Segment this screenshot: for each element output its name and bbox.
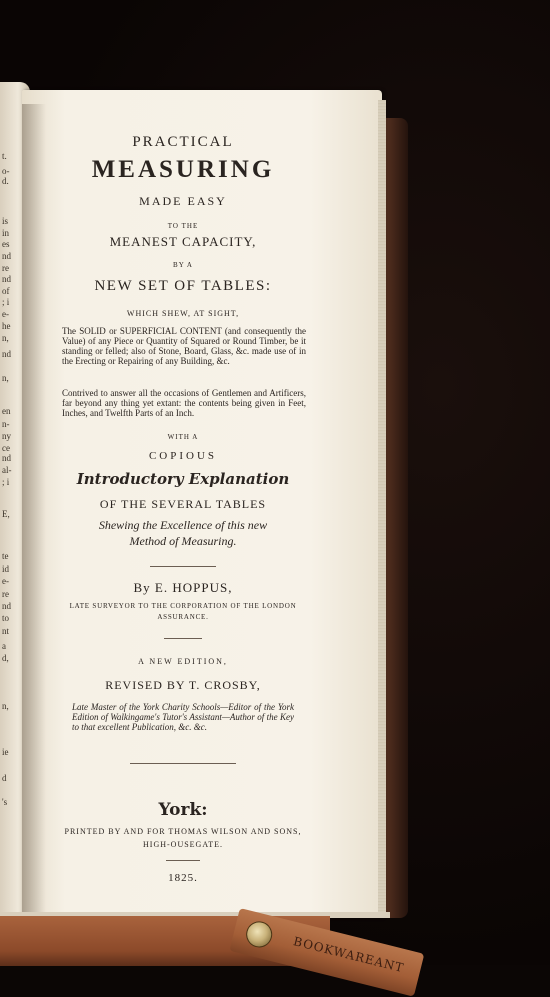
facing-page-fragment: re xyxy=(2,589,9,599)
divider-rule-2 xyxy=(164,638,202,639)
title-line-new-set: NEW SET OF TABLES: xyxy=(94,278,272,294)
facing-page-fragment: id xyxy=(2,564,10,574)
facing-page-fragment: nd xyxy=(2,601,11,611)
title-line-copious: COPIOUS xyxy=(148,450,218,462)
divider-rule-4 xyxy=(166,860,200,861)
facing-page-fragment: ; i xyxy=(2,477,10,487)
facing-page-fragment: d. xyxy=(2,176,9,186)
facing-page-fragment: nd xyxy=(2,274,11,284)
reviser-description: Late Master of the York Charity Schools—Editor of the York Edition of Walkingame's Tutor's Assistant—Author of the Key to that excellent Publication, &c. &c. xyxy=(72,702,294,732)
title-line-to-the: TO THE xyxy=(167,222,199,230)
facing-page-fragment: ce xyxy=(2,443,10,453)
divider-rule-3 xyxy=(130,763,236,764)
title-line-which-shew: WHICH SHEW, AT SIGHT, xyxy=(126,309,240,318)
facing-page-fragment: of xyxy=(2,286,10,296)
facing-page-fragment: e- xyxy=(2,576,9,586)
author-description: LATE SURVEYOR TO THE CORPORATION OF THE LONDON ASSURANCE. xyxy=(69,602,297,621)
facing-page-fragment: ny xyxy=(2,431,11,441)
page-edges xyxy=(378,100,386,915)
facing-page-fragment: nt xyxy=(2,626,10,636)
facing-page-fragment: d xyxy=(2,773,7,783)
facing-page-fragment: d, xyxy=(2,653,9,663)
facing-page-fragment: ie xyxy=(2,747,9,757)
title-line-introductory: Introductory Explanation xyxy=(76,470,290,488)
facing-page-fragment: to xyxy=(2,613,10,623)
facing-page-fragment: a xyxy=(2,641,6,651)
facing-page-fragment: 's xyxy=(2,797,8,807)
facing-page-fragment: nd xyxy=(2,251,11,261)
facing-page-fragment: nd xyxy=(2,349,11,359)
facing-page-fragment: n- xyxy=(2,419,10,429)
bookmark-text: BOOKWAREANT xyxy=(291,934,406,976)
facing-page-fragment: re xyxy=(2,263,9,273)
facing-page-fragment: e- xyxy=(2,309,9,319)
facing-page-fragment: n, xyxy=(2,373,9,383)
title-line-measuring: MEASURING xyxy=(91,156,275,183)
gutter-shadow xyxy=(22,104,46,916)
facing-page-fragment: nd xyxy=(2,453,11,463)
facing-page-fragment: o- xyxy=(2,166,10,176)
title-line-meanest: MEANEST CAPACITY, xyxy=(109,234,257,249)
title-line-made-easy: MADE EASY xyxy=(139,194,227,208)
description-paragraph-2: Contrived to answer all the occasions of Gentlemen and Artificers, far beyond any thing yet extant: the contents being given in Feet, Inches, and Twelfth Parts of an Inch. xyxy=(62,388,306,418)
edition-line: A NEW EDITION, xyxy=(138,657,228,666)
facing-page-fragment: E, xyxy=(2,509,10,519)
facing-page-fragment: he xyxy=(2,321,11,331)
place-line: York: xyxy=(158,800,208,820)
facing-page-fragment: al- xyxy=(2,465,12,475)
divider-rule-1 xyxy=(150,566,216,567)
title-line-by-a: BY A xyxy=(173,261,193,269)
author-line: By E. HOPPUS, xyxy=(133,580,233,595)
description-paragraph-1: The SOLID or SUPERFICIAL CONTENT (and consequently the Value) of any Piece or Quantity of Squared or Round Timber, be it standing or felled; also of Stone, Board, Glass, &c. made use of in the Erecting or Repairing of any Building, &c. xyxy=(62,326,306,366)
title-line-shewing: Shewing the Excellence of this new xyxy=(98,518,268,532)
year-line: 1825. xyxy=(168,872,198,884)
printer-line: PRINTED BY AND FOR THOMAS WILSON AND SONS, HIGH-OUSEGATE. xyxy=(64,827,302,849)
rivet-icon xyxy=(243,919,275,951)
title-line-several-tables: OF THE SEVERAL TABLES xyxy=(99,497,267,511)
title-line-with-a: WITH A xyxy=(167,433,199,441)
facing-page-fragment: en xyxy=(2,406,11,416)
facing-page-fragment: es xyxy=(2,239,10,249)
facing-page-fragment: ; i xyxy=(2,297,10,307)
title-line-method: Method of Measuring. xyxy=(129,534,237,548)
revised-line: REVISED BY T. CROSBY, xyxy=(105,678,261,692)
facing-page-fragment: t. xyxy=(2,151,7,161)
facing-page-fragment: te xyxy=(2,551,9,561)
title-line-practical: PRACTICAL xyxy=(132,134,234,150)
facing-page-fragment: n, xyxy=(2,701,9,711)
facing-page-fragment: n, xyxy=(2,333,9,343)
facing-page-fragment: in xyxy=(2,228,10,238)
facing-page-fragment: is xyxy=(2,216,9,226)
